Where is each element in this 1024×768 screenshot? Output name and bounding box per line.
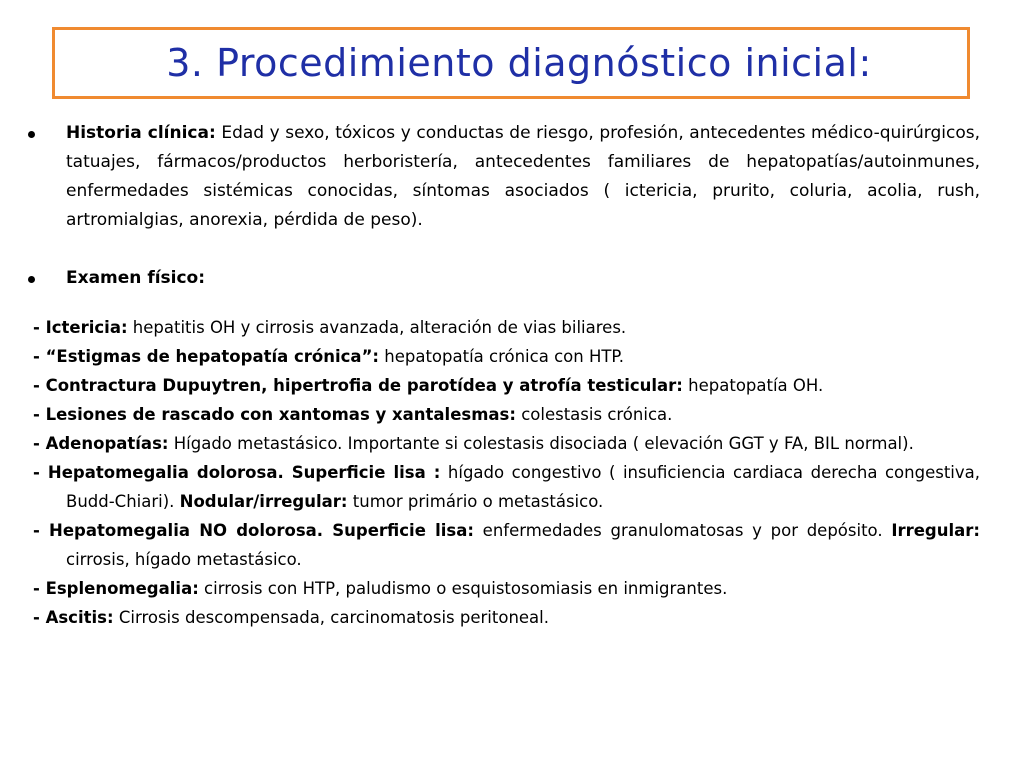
item-text: enfermedades granulomatosas y por depósito. — [473, 521, 892, 540]
item-text: Cirrosis descompensada, carcinomatosis peritoneal. — [113, 608, 549, 627]
list-item — [33, 574, 980, 603]
list-item — [33, 429, 980, 458]
item-label: - Hepatomegalia NO dolorosa. Superficie lisa: — [33, 521, 474, 540]
item-label: - Contractura Dupuytren, hipertrofia de parotídea y atrofía testicular: — [33, 376, 683, 395]
item-text: Hígado metastásico. Importante si colestasis disociada ( elevación GGT y FA, BIL normal). — [168, 434, 914, 453]
bullet-examen-fisico — [28, 264, 980, 293]
page-title: 3. Procedimiento diagnóstico inicial: — [166, 41, 872, 85]
list-item — [33, 516, 980, 574]
title-box — [52, 27, 970, 99]
historia-label: Historia clínica: — [66, 123, 216, 143]
list-item — [33, 603, 980, 632]
item-text: cirrosis con HTP, paludismo o esquistosomiasis en inmigrantes. — [198, 579, 728, 598]
item-label: Nodular/irregular: — [179, 492, 348, 511]
examen-paragraph — [66, 264, 980, 293]
item-label: - Hepatomegalia dolorosa. Superficie lisa : — [33, 463, 441, 482]
list-item — [33, 313, 980, 342]
item-text: tumor primário o metastásico. — [347, 492, 604, 511]
item-label: - “Estigmas de hepatopatía crónica”: — [33, 347, 380, 366]
item-label: - Esplenomegalia: — [33, 579, 199, 598]
list-item — [33, 371, 980, 400]
item-text: hepatopatía crónica con HTP. — [379, 347, 625, 366]
item-text: hepatitis OH y cirrosis avanzada, alteración de vias biliares. — [127, 318, 627, 337]
list-item — [33, 400, 980, 429]
item-text: hígado congestivo ( insuficiencia cardiaca derecha congestiva, Budd-Chiari). — [66, 463, 980, 511]
item-text: cirrosis, hígado metastásico. — [66, 550, 302, 569]
list-item — [33, 458, 980, 516]
bullet-historia-clinica — [28, 119, 980, 235]
historia-paragraph — [66, 119, 980, 235]
item-label: - Lesiones de rascado con xantomas y xantalesmas: — [33, 405, 516, 424]
list-item — [33, 342, 980, 371]
item-text: hepatopatía OH. — [682, 376, 824, 395]
item-label: - Ictericia: — [33, 318, 128, 337]
item-label: - Ascitis: — [33, 608, 114, 627]
historia-text: Edad y sexo, tóxicos y conductas de riesgo, profesión, antecedentes médico-quirúrgicos, tatuajes, fármacos/productos herboristería, antecedentes familiares de hepatopatías/autoinmunes, enfermedades sistémicas conocidas, síntomas asociados ( ictericia, prurito, coluria, acolia, rush, artromialgias, anorexia, pérdida de peso). — [66, 123, 980, 230]
item-label: Irregular: — [891, 521, 980, 540]
item-text: colestasis crónica. — [515, 405, 673, 424]
examen-label: Examen físico: — [66, 268, 206, 288]
bullet-dot-icon — [28, 131, 35, 138]
bullet-dot-icon — [28, 276, 35, 283]
exam-findings-list — [33, 313, 980, 632]
item-label: - Adenopatías: — [33, 434, 169, 453]
